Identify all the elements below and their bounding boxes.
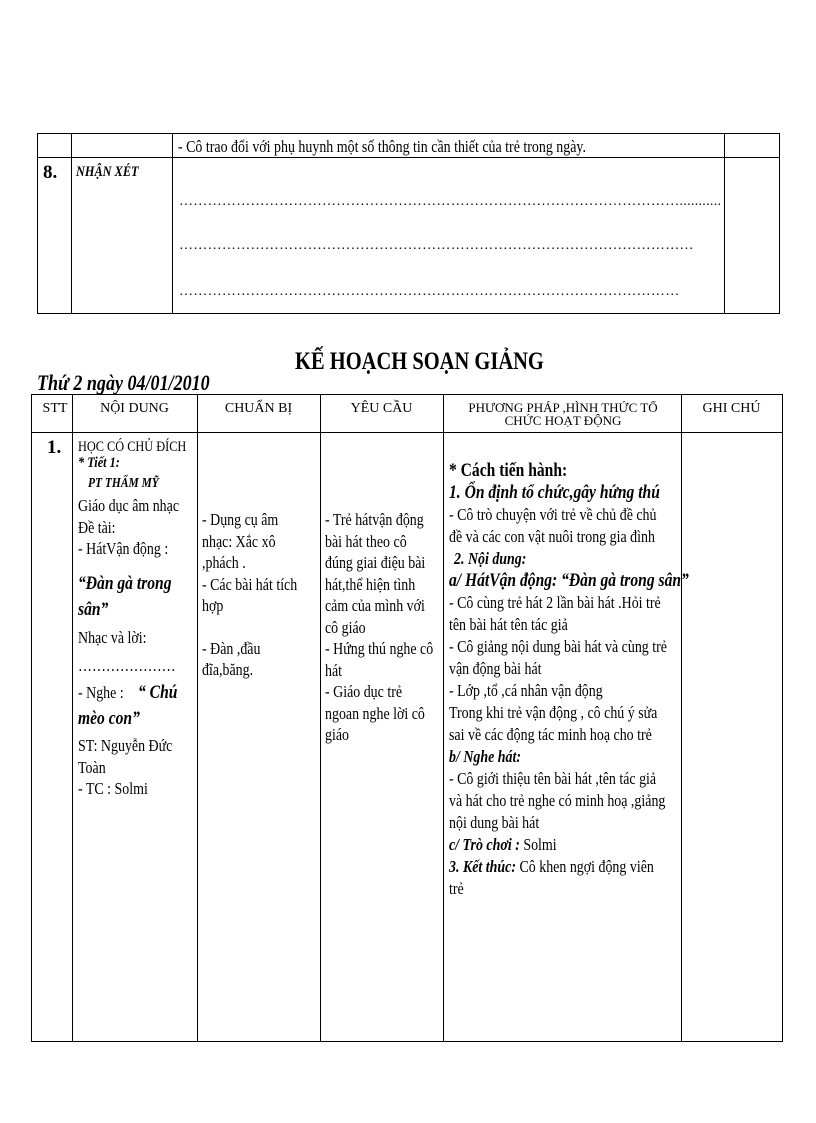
header-notes: GHI CHÚ	[702, 401, 761, 416]
method-line: - Cô giới thiệu tên bài hát ,tên tác giả	[449, 769, 657, 788]
header-divider	[32, 432, 782, 433]
listen-label: - Nghe :	[78, 683, 124, 702]
lesson-plan-table	[31, 394, 783, 1042]
row-number: 1.	[47, 437, 62, 458]
header-requirements: YÊU CẦU	[350, 401, 413, 416]
remarks-label: NHẬN XÉT	[76, 164, 139, 180]
prep-line: - Đàn ,đầu	[202, 638, 261, 658]
part-title: b/ Nghe hát:	[449, 747, 522, 766]
dotted-line: ……………………………………………………………………………………………...........	[179, 194, 722, 209]
song-title: mèo con”	[78, 708, 140, 729]
header-stt: STT	[42, 401, 68, 416]
requirement-line: ngoan nghe lời cô	[325, 703, 425, 723]
requirement-line: cô giáo	[325, 617, 366, 637]
dotted-line: ………………………………………………………………………………………………	[179, 238, 694, 253]
lesson-date: Thứ 2 ngày 04/01/2010	[37, 370, 210, 395]
row-number: 8.	[43, 162, 58, 183]
method-line: và hát cho trẻ nghe có minh hoạ ,giảng	[449, 791, 666, 810]
parent-info-text: - Cô trao đổi với phụ huynh một số thông tin cần thiết của trẻ trong ngày.	[178, 137, 586, 156]
method-line: - Cô cùng trẻ hát 2 lần bài hát .Hỏi trẻ	[449, 593, 661, 612]
topic-label: Đề tài:	[78, 517, 116, 537]
column-divider	[72, 395, 73, 1041]
method-line: tên bài hát tên tác giả	[449, 615, 568, 634]
column-divider	[197, 395, 198, 1041]
requirement-line: bài hát theo cô	[325, 531, 407, 551]
method-line: - Cô trò chuyện với trẻ về chủ đề chủ	[449, 505, 657, 524]
method-heading: * Cách tiến hành:	[449, 460, 568, 481]
step-title: 2. Nội dung:	[454, 549, 527, 568]
header-method: PHƯƠNG PHÁP ,HÌNH THỨC TỔ CHỨC HOẠT ĐỘNG	[468, 401, 658, 428]
step-title: 3. Kết thúc:	[449, 857, 516, 876]
prep-line: đĩa,băng.	[202, 660, 254, 679]
method-line: Trong khi trẻ vận động , cô chú ý sửa	[449, 703, 658, 722]
method-line: vận động bài hát	[449, 659, 542, 678]
part-title: c/ Trò chơi :	[449, 835, 520, 854]
song-title: “ Chú	[137, 682, 178, 703]
requirement-line: - Giáo dục trẻ	[325, 682, 403, 701]
method-line: sai về các động tác minh hoạ cho trẻ	[449, 725, 652, 744]
game-name: Solmi	[523, 835, 557, 854]
method-line: đề và các con vật nuôi trong gia đình	[449, 527, 655, 546]
page-title: KẾ HOẠCH SOẠN GIẢNG	[295, 348, 544, 375]
area-label: PT THẨM MỸ	[88, 476, 159, 491]
lyrics-dots: …………………	[78, 655, 176, 675]
requirement-line: đúng giai điệu bài	[325, 553, 426, 572]
activity-sing: - HátVận động :	[78, 539, 169, 558]
prep-line: ,phách .	[202, 553, 246, 572]
requirement-line: - Hứng thú nghe cô	[325, 639, 434, 658]
composer: Toàn	[78, 757, 106, 777]
column-divider	[172, 134, 173, 313]
lesson-label: * Tiết 1:	[78, 455, 120, 471]
composer: ST: Nguyễn Đức	[78, 736, 173, 755]
game-label: - TC : Solmi	[78, 779, 148, 798]
requirement-line: hát	[325, 660, 343, 680]
dotted-line: ……………………………………………………………………………………………	[179, 284, 680, 299]
prep-line: - Dụng cụ âm	[202, 510, 279, 529]
subject-label: HỌC CÓ CHỦ ĐÍCH	[78, 439, 187, 455]
method-line: - Lớp ,tổ ,cá nhân vận động	[449, 681, 603, 700]
method-line: Cô khen ngợi động viên	[519, 857, 654, 876]
music-education: Giáo dục âm nhạc	[78, 496, 180, 515]
column-divider	[724, 134, 725, 313]
method-line: trẻ	[449, 879, 464, 898]
song-title: “Đàn gà trong	[78, 573, 172, 594]
column-divider	[320, 395, 321, 1041]
requirement-line: giáo	[325, 725, 350, 744]
prep-line: - Các bài hát tích	[202, 574, 298, 594]
part-title: a/ HátVận động: “Đàn gà trong sân”	[449, 570, 689, 591]
header-preparation: CHUẨN BỊ	[224, 401, 293, 416]
prep-line: nhạc: Xắc xô	[202, 531, 276, 551]
requirement-line: cảm của mình với	[325, 596, 425, 615]
lyrics-label: Nhạc và lời:	[78, 628, 147, 647]
prep-line: hợp	[202, 596, 224, 615]
remarks-table	[37, 133, 780, 314]
method-line: nội dung bài hát	[449, 813, 540, 832]
requirement-line: hát,thể hiện tình	[325, 574, 416, 594]
requirement-line: - Trẻ hátvận động	[325, 510, 424, 529]
step-title: 1. Ổn định tổ chức,gây hứng thú	[449, 482, 660, 503]
row-divider	[38, 157, 779, 158]
method-line: - Cô giảng nội dung bài hát và cùng trẻ	[449, 637, 667, 656]
song-title: sân”	[78, 599, 109, 620]
column-divider	[71, 134, 72, 313]
header-content: NỘI DUNG	[100, 401, 169, 416]
